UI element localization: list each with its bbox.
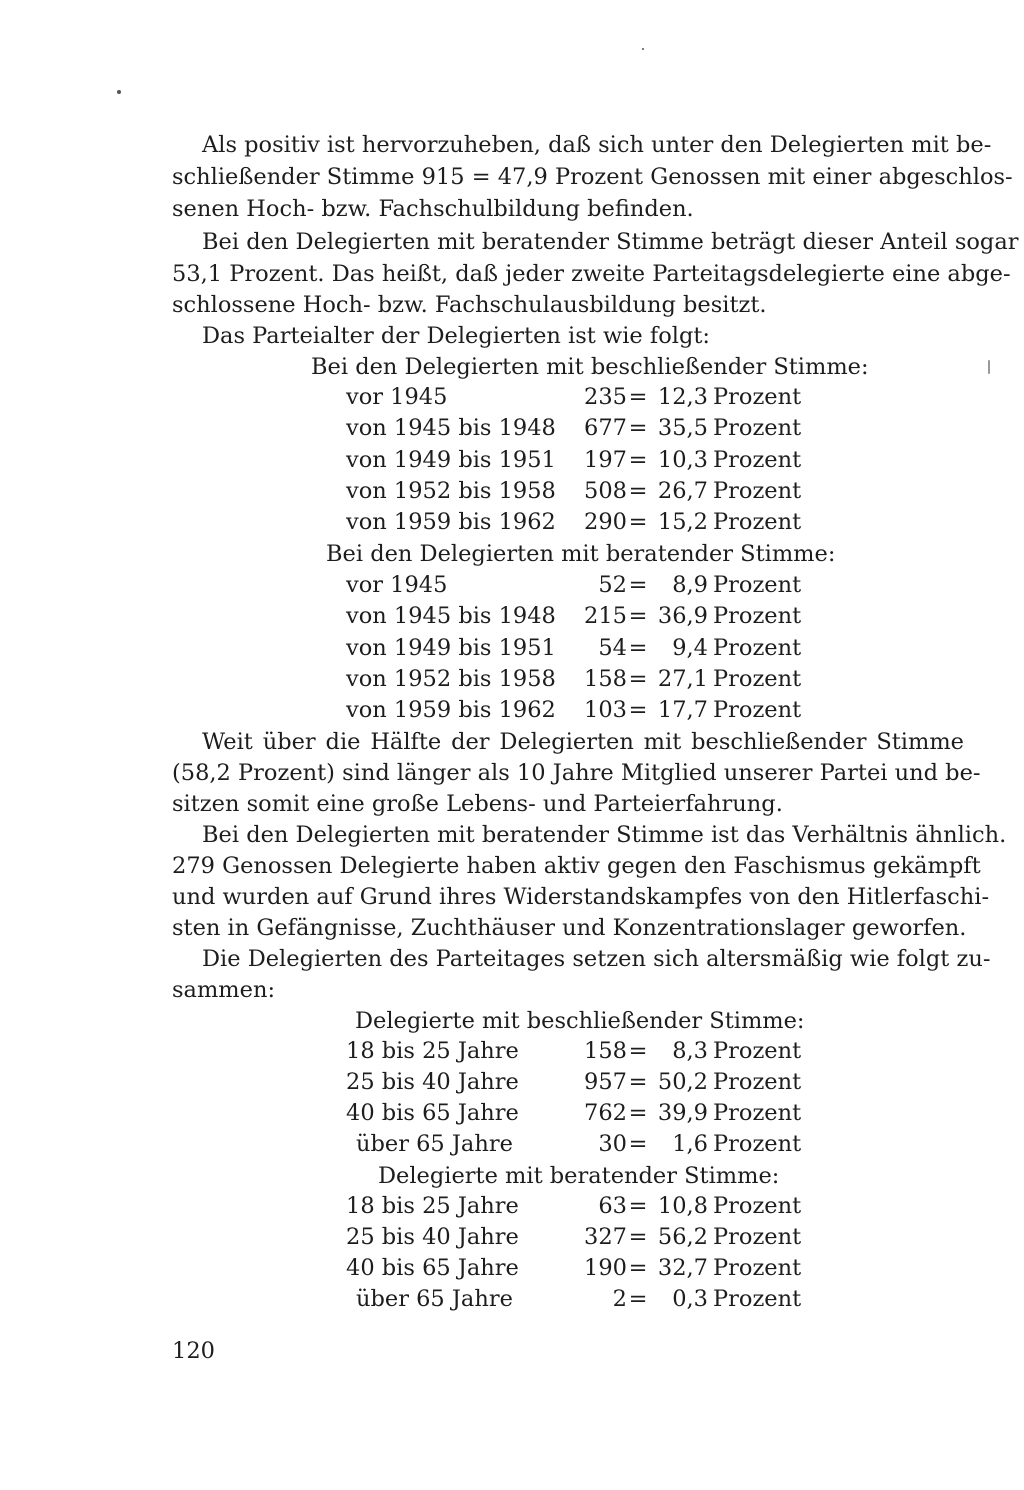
scan-speck [117,90,121,94]
row-unit: Prozent [713,1038,802,1064]
row-percent: 10,3 [657,446,708,473]
row-count: 54 [598,634,627,661]
row-unit: Prozent [713,603,802,630]
aehnlich-line: Bei den Delegierten mit beratender Stimme ist das Verhältnis ähnlich. [202,822,1007,848]
row-count: 158 [584,665,627,692]
row-label: von 1959 bis 1962 [346,509,556,536]
row-label: über 65 Jahre [356,1286,513,1312]
row-unit: Prozent [713,634,802,661]
table-row [0,633,1024,664]
alter-line-2: sammen: [172,977,276,1003]
row-unit: Prozent [713,1255,802,1281]
row-count: 103 [584,697,627,724]
table-row [0,507,1024,538]
row-equals: = [628,1286,648,1312]
row-percent: 39,9 [657,1100,708,1126]
row-percent: 10,8 [657,1193,708,1219]
row-equals: = [628,572,648,598]
row-percent: 8,3 [672,1038,708,1064]
row-label: über 65 Jahre [356,1131,513,1157]
row-label: von 1952 bis 1958 [346,665,556,692]
row-equals: = [628,603,648,630]
table-row [0,1036,1024,1067]
intro-line-1: Als positiv ist hervorzuheben, daß sich unter den Delegierten mit be- [202,132,992,158]
row-label: 40 bis 65 Jahre [346,1255,519,1281]
row-equals: = [628,697,648,724]
row-equals: = [628,1255,648,1281]
row-label: 25 bis 40 Jahre [346,1224,519,1250]
table-row [0,476,1024,507]
table-row [0,695,1024,726]
row-equals: = [628,1131,648,1157]
row-count: 190 [584,1255,627,1281]
row-count: 508 [584,477,627,504]
parteialter-intro: Das Parteialter der Delegierten ist wie folgt: [202,323,710,349]
table-row [0,1284,1024,1315]
row-equals: = [628,1193,648,1219]
row-label: von 1952 bis 1958 [346,477,556,504]
row-label: von 1949 bis 1951 [346,446,556,473]
scan-speck [988,360,990,374]
table-row [0,1222,1024,1253]
row-percent: 8,9 [672,572,708,598]
row-unit: Prozent [713,572,802,598]
row-unit: Prozent [713,1131,802,1157]
beratend-line-3: schlossene Hoch- bzw. Fachschulausbildung besitzt. [172,292,767,318]
intro-line-2: schließender Stimme 915 = 47,9 Prozent Genossen mit einer abgeschlos- [172,164,1013,190]
row-unit: Prozent [713,1224,802,1250]
row-unit: Prozent [713,1100,802,1126]
row-equals: = [628,477,648,504]
haelfte-line-1: Weit über die Hälfte der Delegierten mit beschließender Stimme [202,729,964,755]
row-unit: Prozent [713,446,802,473]
row-unit: Prozent [713,1069,802,1095]
parteialter-beratend-heading: Bei den Delegierten mit beratender Stimme: [326,541,836,567]
faschismus-line-2: und wurden auf Grund ihres Widerstandskampfes von den Hitlerfaschi- [172,884,990,910]
row-count: 957 [584,1069,627,1095]
row-unit: Prozent [713,1193,802,1219]
faschismus-line-1: 279 Genossen Delegierte haben aktiv gegen den Faschismus gekämpft [172,853,981,879]
row-equals: = [628,634,648,661]
row-equals: = [628,1069,648,1095]
faschismus-line-3: sten in Gefängnisse, Zuchthäuser und Konzentrationslager geworfen. [172,915,967,941]
row-label: 18 bis 25 Jahre [346,1193,519,1219]
row-unit: Prozent [713,509,802,536]
row-unit: Prozent [713,477,802,504]
row-percent: 35,5 [657,415,708,442]
row-percent: 17,7 [657,697,708,724]
table-row [0,1129,1024,1160]
row-label: von 1959 bis 1962 [346,697,556,724]
row-count: 677 [584,415,627,442]
row-label: 18 bis 25 Jahre [346,1038,519,1064]
row-percent: 1,6 [672,1131,708,1157]
row-label: von 1945 bis 1948 [346,415,556,442]
row-percent: 15,2 [657,509,708,536]
table-row [0,570,1024,601]
row-label: vor 1945 [346,572,448,598]
parteialter-beschliessend-heading: Bei den Delegierten mit beschließender Stimme: [311,354,869,380]
beratend-line-1: Bei den Delegierten mit beratender Stimme beträgt dieser Anteil sogar [202,229,1019,255]
row-count: 197 [584,446,627,473]
row-count: 215 [584,603,627,630]
row-percent: 0,3 [672,1286,708,1312]
table-row [0,1098,1024,1129]
table-row [0,445,1024,476]
row-unit: Prozent [713,697,802,724]
haelfte-line-2: (58,2 Prozent) sind länger als 10 Jahre Mitglied unserer Partei und be- [172,760,981,786]
row-percent: 9,4 [672,634,708,661]
intro-line-3: senen Hoch- bzw. Fachschulbildung befinden. [172,196,694,222]
row-count: 2 [612,1286,627,1312]
row-label: vor 1945 [346,384,448,410]
row-equals: = [628,1100,648,1126]
row-unit: Prozent [713,665,802,692]
page-number: 120 [172,1338,215,1364]
table-row [0,664,1024,695]
row-equals: = [628,446,648,473]
scan-speck [642,48,644,50]
row-count: 327 [584,1224,627,1250]
row-count: 63 [598,1193,627,1219]
row-percent: 50,2 [657,1069,708,1095]
table-row [0,1191,1024,1222]
row-equals: = [628,509,648,536]
row-percent: 32,7 [657,1255,708,1281]
row-unit: Prozent [713,1286,802,1312]
table-row [0,601,1024,632]
row-percent: 27,1 [657,665,708,692]
row-equals: = [628,665,648,692]
row-count: 762 [584,1100,627,1126]
row-percent: 56,2 [657,1224,708,1250]
row-count: 235 [584,384,627,410]
row-count: 30 [598,1131,627,1157]
row-percent: 36,9 [657,603,708,630]
row-unit: Prozent [713,384,802,410]
row-percent: 12,3 [657,384,708,410]
row-equals: = [628,384,648,410]
table-row [0,1253,1024,1284]
row-equals: = [628,1038,648,1064]
row-label: 25 bis 40 Jahre [346,1069,519,1095]
row-count: 52 [598,572,627,598]
lebensalter-beschliessend-heading: Delegierte mit beschließender Stimme: [355,1008,805,1034]
alter-line-1: Die Delegierten des Parteitages setzen sich altersmäßig wie folgt zu- [202,946,991,972]
table-row [0,1067,1024,1098]
row-label: von 1945 bis 1948 [346,603,556,630]
beratend-line-2: 53,1 Prozent. Das heißt, daß jeder zweite Parteitagsdelegierte eine abge- [172,261,1011,287]
lebensalter-beratend-heading: Delegierte mit beratender Stimme: [378,1163,780,1189]
row-count: 290 [584,509,627,536]
row-equals: = [628,415,648,442]
row-count: 158 [584,1038,627,1064]
row-equals: = [628,1224,648,1250]
row-label: von 1949 bis 1951 [346,634,556,661]
table-row [0,382,1024,413]
row-unit: Prozent [713,415,802,442]
table-row [0,413,1024,444]
row-label: 40 bis 65 Jahre [346,1100,519,1126]
haelfte-line-3: sitzen somit eine große Lebens- und Parteierfahrung. [172,791,783,817]
row-percent: 26,7 [657,477,708,504]
